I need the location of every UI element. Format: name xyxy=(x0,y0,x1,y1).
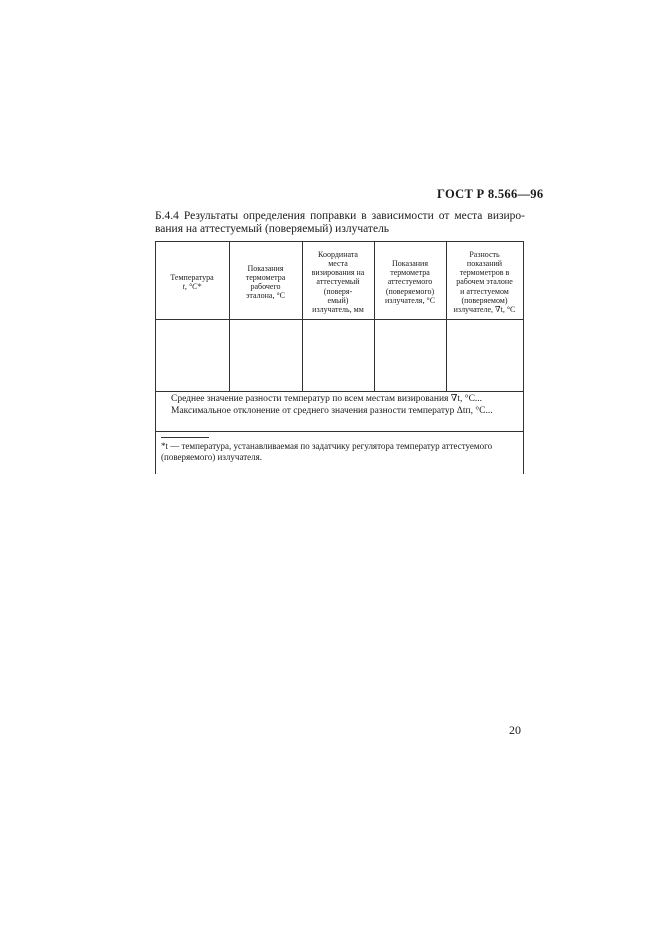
data-row-border xyxy=(155,391,524,392)
section-title-line2: вания на аттестуемый (поверяемый) излучатель xyxy=(155,223,390,235)
summary-mean-difference: Среднее значение разности температур по всем местам визирования ∇̄t, °С... xyxy=(171,394,483,404)
table-footnote: *t — температура, устанавливаемая по задатчику регулятора температур аттестуемого (поверяемого) излучателя. xyxy=(161,441,493,462)
column-header-emitter-thermometer: Показания термометра аттестуемого (поверяемого) излучателя, °С xyxy=(384,258,436,305)
doc-code: ГОСТ Р 8.566—96 xyxy=(437,187,544,201)
section-title-line1: Б.4.4 Результаты определения поправки в зависимости от места визиро- xyxy=(155,210,525,222)
summary-max-deviation: Максимальное отклонение от среднего значения разности температур Δtп, °С... xyxy=(171,406,493,416)
header-row-border xyxy=(155,319,524,320)
footnote-rule xyxy=(161,437,209,438)
section-title xyxy=(155,210,525,236)
table-summary xyxy=(171,393,521,417)
column-header-sighting-coordinate: Координата места визирования на аттестуемый (поверя- емый) излучатель, мм xyxy=(311,249,365,314)
column-header-temperature: Температура t, °С* xyxy=(170,272,214,291)
table-right-border xyxy=(523,241,524,474)
page-number: 20 xyxy=(509,723,521,737)
table-top-border xyxy=(155,241,524,242)
summary-row-border xyxy=(155,431,524,432)
column-header-reference-thermometer: Показания термометра рабочего эталона, °С xyxy=(245,263,286,301)
results-table xyxy=(155,241,524,474)
column-header-difference: Разность показаний термометров в рабочем эталоне и аттестуемом (поверяемом) излучателе, ∇t, °С xyxy=(453,249,516,314)
